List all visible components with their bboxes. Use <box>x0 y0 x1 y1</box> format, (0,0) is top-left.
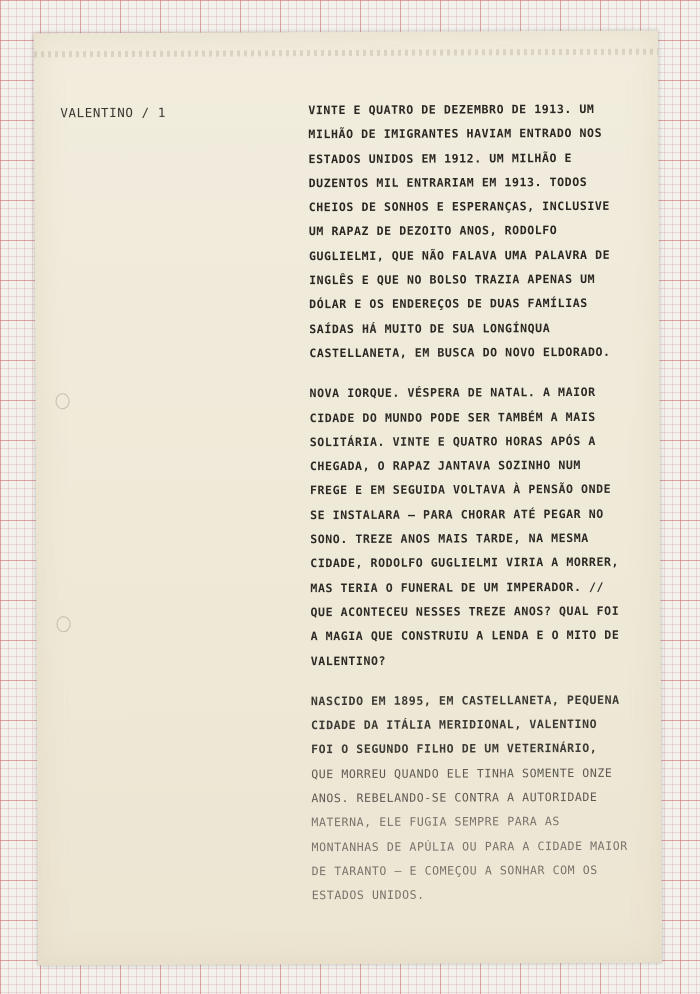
text-line: SE INSTALARA — PARA CHORAR ATÉ PEGAR NO <box>310 506 604 522</box>
text-line: VALENTINO? <box>310 653 387 668</box>
text-line: QUE ACONTECEU NESSES TREZE ANOS? QUAL FOI <box>310 603 620 620</box>
text-line: SONO. TREZE ANOS MAIS TARDE, NA MESMA <box>310 530 589 547</box>
text-line: NOVA IORQUE. VÉSPERA DE NATAL. A MAIOR <box>309 385 596 401</box>
text-line: DÓLAR E OS ENDEREÇOS DE DUAS FAMÍLIAS <box>309 296 588 312</box>
text-line: QUE MORREU QUANDO ELE TINHA SOMENTE ONZE <box>311 765 613 781</box>
text-line: SAÍDAS HÁ MUITO DE SUA LONGÍNQUA <box>309 320 551 336</box>
text-line: ESTADOS UNIDOS EM 1912. UM MILHÃO E <box>308 150 573 166</box>
text-line: FREGE E EM SEGUIDA VOLTAVA À PENSÃO ONDE <box>309 482 612 498</box>
text-line: MONTANHAS DE APÚLIA OU PARA A CIDADE MAIOR <box>311 838 628 854</box>
text-line: CIDADE DO MUNDO PODE SER TAMBÉM A MAIS <box>309 409 596 425</box>
punch-hole-mark <box>56 393 70 409</box>
text-line: NASCIDO EM 1895, EM CASTELLANETA, PEQUENA <box>310 692 620 708</box>
text-line: INGLÊS E QUE NO BOLSO TRAZIA APENAS UM <box>309 271 596 288</box>
paragraph-2 <box>309 380 630 673</box>
paragraph-3 <box>311 688 632 908</box>
text-line: CIDADE, RODOLFO GUGLIELMI VIRIA A MORRER, <box>310 555 620 571</box>
text-line: VINTE E QUATRO DE DEZEMBRO DE 1913. UM <box>308 101 595 118</box>
typewritten-page <box>34 31 662 966</box>
text-line: GUGLIELMI, QUE NÃO FALAVA UMA PALAVRA DE <box>308 247 611 263</box>
text-line: CHEIOS DE SONHOS E ESPERANÇAS, INCLUSIVE <box>308 199 610 215</box>
text-line: FOI O SEGUNDO FILHO DE UM VETERINÁRIO, <box>311 741 598 757</box>
text-line: MATERNA, ELE FUGIA SEMPRE PARA AS <box>311 814 560 830</box>
text-line: CASTELLANETA, EM BUSCA DO NOVO ELDORADO. <box>309 344 611 361</box>
punch-hole-mark <box>57 616 71 632</box>
text-line: DUZENTOS MIL ENTRARIAM EM 1913. TODOS <box>308 174 588 191</box>
text-line: CIDADE DA ITÁLIA MERIDIONAL, VALENTINO <box>310 717 598 733</box>
paragraph-1 <box>308 97 629 366</box>
text-line: MAS TERIA O FUNERAL DE UM IMPERADOR. // <box>310 579 605 595</box>
page-header: VALENTINO / 1 <box>60 104 166 121</box>
text-line: ESTADOS UNIDOS. <box>311 887 425 903</box>
text-line: A MAGIA QUE CONSTRUIU A LENDA E O MITO DE <box>310 628 620 644</box>
text-line: ANOS. REBELANDO-SE CONTRA A AUTORIDADE <box>311 789 598 806</box>
text-line: UM RAPAZ DE DEZOITO ANOS, RODOLFO <box>308 223 558 239</box>
document-body <box>308 97 632 924</box>
text-line: DE TARANTO — E COMEÇOU A SONHAR COM OS <box>311 862 598 879</box>
text-line: CHEGADA, O RAPAZ JANTAVA SOZINHO NUM <box>309 458 581 474</box>
text-line: SOLITÁRIA. VINTE E QUATRO HORAS APÓS A <box>309 433 596 450</box>
text-line: MILHÃO DE IMIGRANTES HAVIAM ENTRADO NOS <box>308 126 603 142</box>
